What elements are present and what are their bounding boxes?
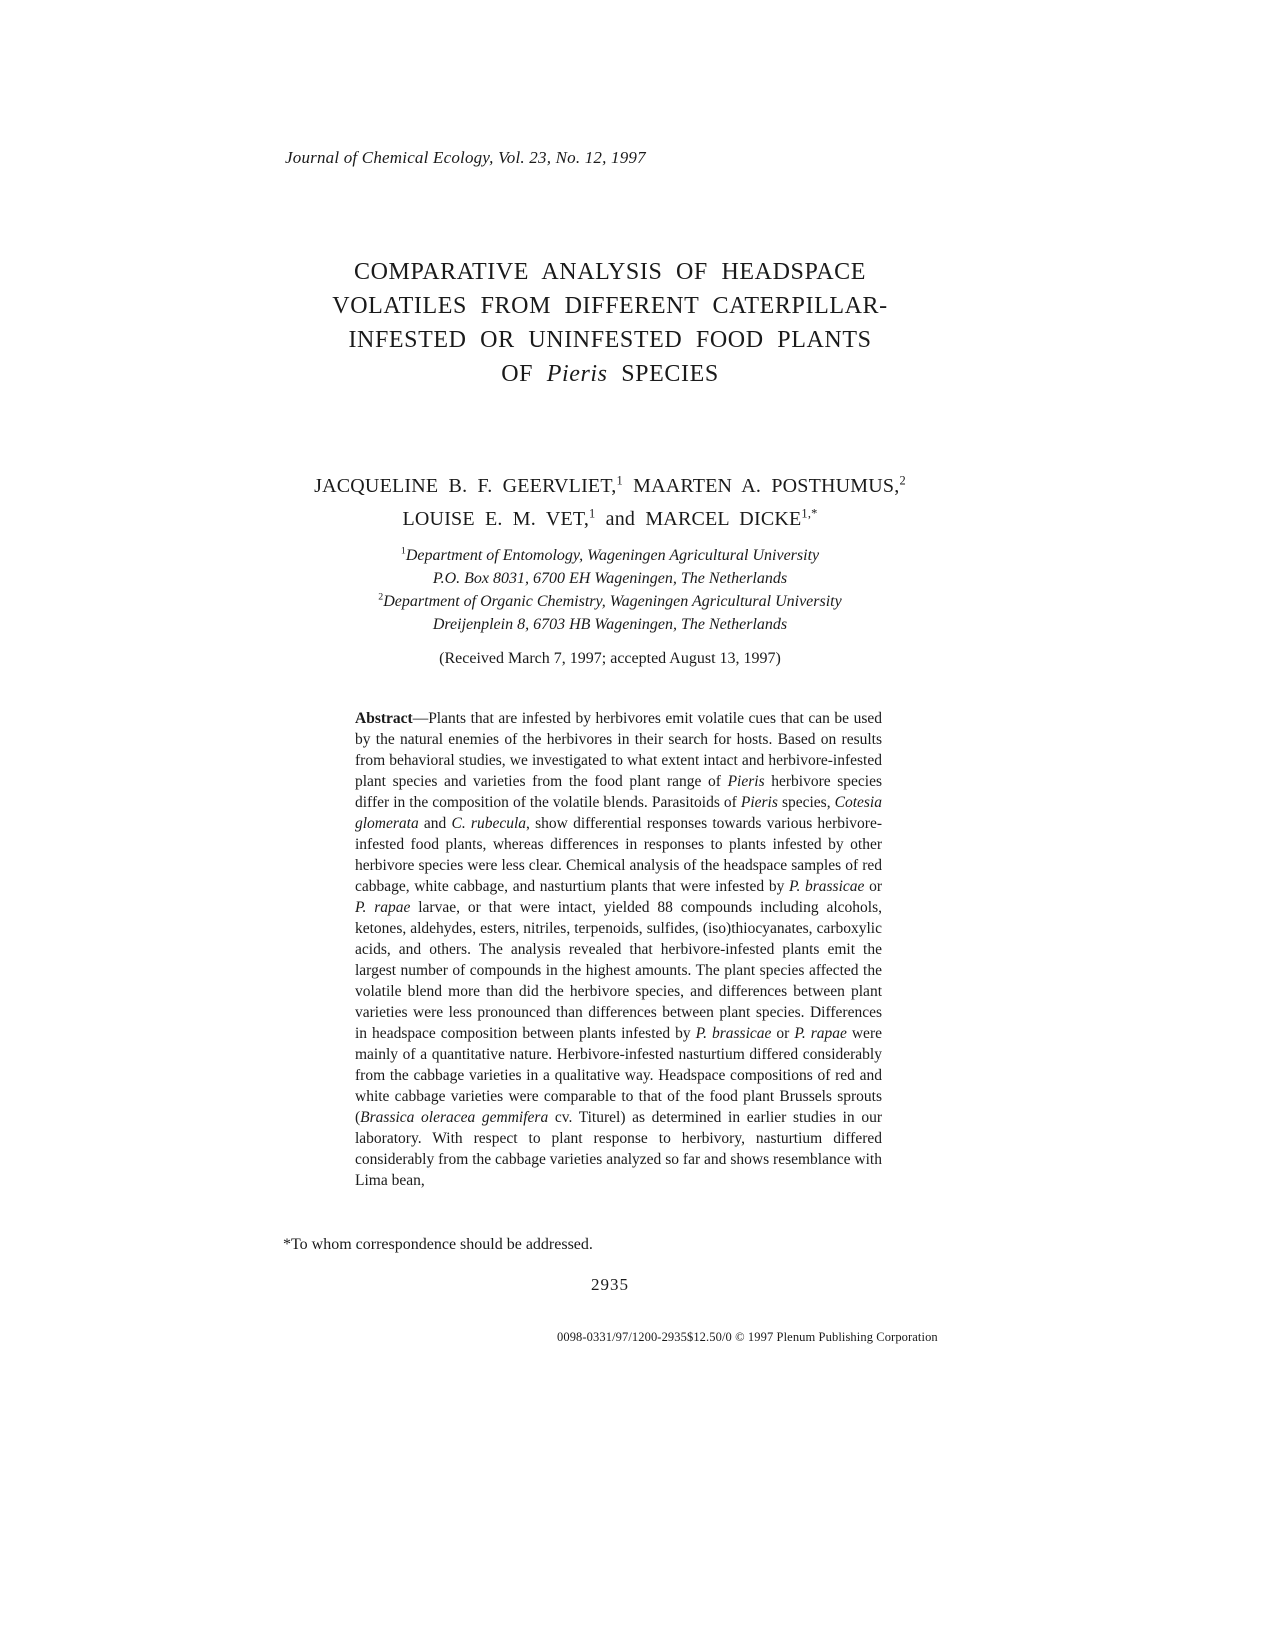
paper-title-line: INFESTED OR UNINFESTED FOOD PLANTS [348,327,872,353]
affiliation-line: P.O. Box 8031, 6700 EH Wageningen, The Netherlands [432,570,788,587]
received-accepted-line: (Received March 7, 1997; accepted August 13, 1997) [439,650,781,667]
paper-title [285,255,935,391]
paper-title-line: COMPARATIVE ANALYSIS OF HEADSPACE [353,259,867,285]
journal-header: Journal of Chemical Ecology, Vol. 23, No. 12, 1997 [285,148,646,167]
author-line: JACQUELINE B. F. GEERVLIET,$^1$ MAARTEN A. POSTHUMUS,$^2$ [314,473,906,497]
page-number: 2935 [591,1275,629,1294]
author-line: LOUISE E. M. VET,$^1$ and MARCEL $DICKE^{1,*}$ [402,506,818,530]
affiliation-line: $^1$Department of Entomology, Wageningen Agricultural University [400,545,820,564]
affiliation-line: $^2$Department of Organic Chemistry, Wageningen Agricultural University [378,591,842,610]
copyright-notice: 0098-0331/97/1200-2935$12.50/0 © 1997 Plenum Publishing Corporation [557,1330,938,1344]
abstract-paragraph: Abstract—Plants that are infested by herbivores emit volatile cues that can be used by the natural enemies of the herbivores in their search for hosts. Based on results from behavioral studies, we investigated to what extent intact and herbivore-infested plant species and varieties from the food plant range of Pieris herbivore species differ in the composition of the volatile blends. Parasitoids of Pieris species, Cotesia glomerata and C. rubecula, show differential responses towards various herbivore-infested food plants, whereas differences in responses to plants infested by other herbivore species were less clear. Chemical analysis of the headspace samples of red cabbage, white cabbage, and nasturtium plants that were infested by P. brassicae or P. rapae larvae, or that were intact, yielded 88 compounds including alcohols, ketones, aldehydes, esters, nitriles, terpenoids, sulfides, (iso)thiocyanates, carboxylic acids, and others. The analysis revealed that herbivore-infested plants emit the largest number of compounds in the highest amounts. The plant species affected the volatile blend more than did the herbivore species, and differences between plant varieties were less pronounced than differences between plant species. Differences in headspace composition between plants infested by P. brassicae or P. rapae were mainly of a quantitative nature. Herbivore-infested nasturtium differed considerably from the cabbage varieties in a qualitative way. Headspace compositions of red and white cabbage varieties were comparable to that of the food plant Brussels sprouts (Brassica oleracea gemmifera cv. Titurel) as determined in earlier studies in our laboratory. With respect to plant response to herbivory, nasturtium differed considerably from the cabbage varieties analyzed so far and shows resemblance with Lima bean, [355,710,883,1189]
author-list [285,470,935,536]
paper-title-line: OF Pieris SPECIES [501,361,719,387]
affiliations [285,544,935,636]
correspondence-footnote: *To whom correspondence should be addressed. [283,1236,593,1253]
affiliation-line: Dreijenplein 8, 6703 HB Wageningen, The Netherlands [432,616,788,633]
paper-title-line: VOLATILES FROM DIFFERENT CATERPILLAR- [332,293,888,319]
